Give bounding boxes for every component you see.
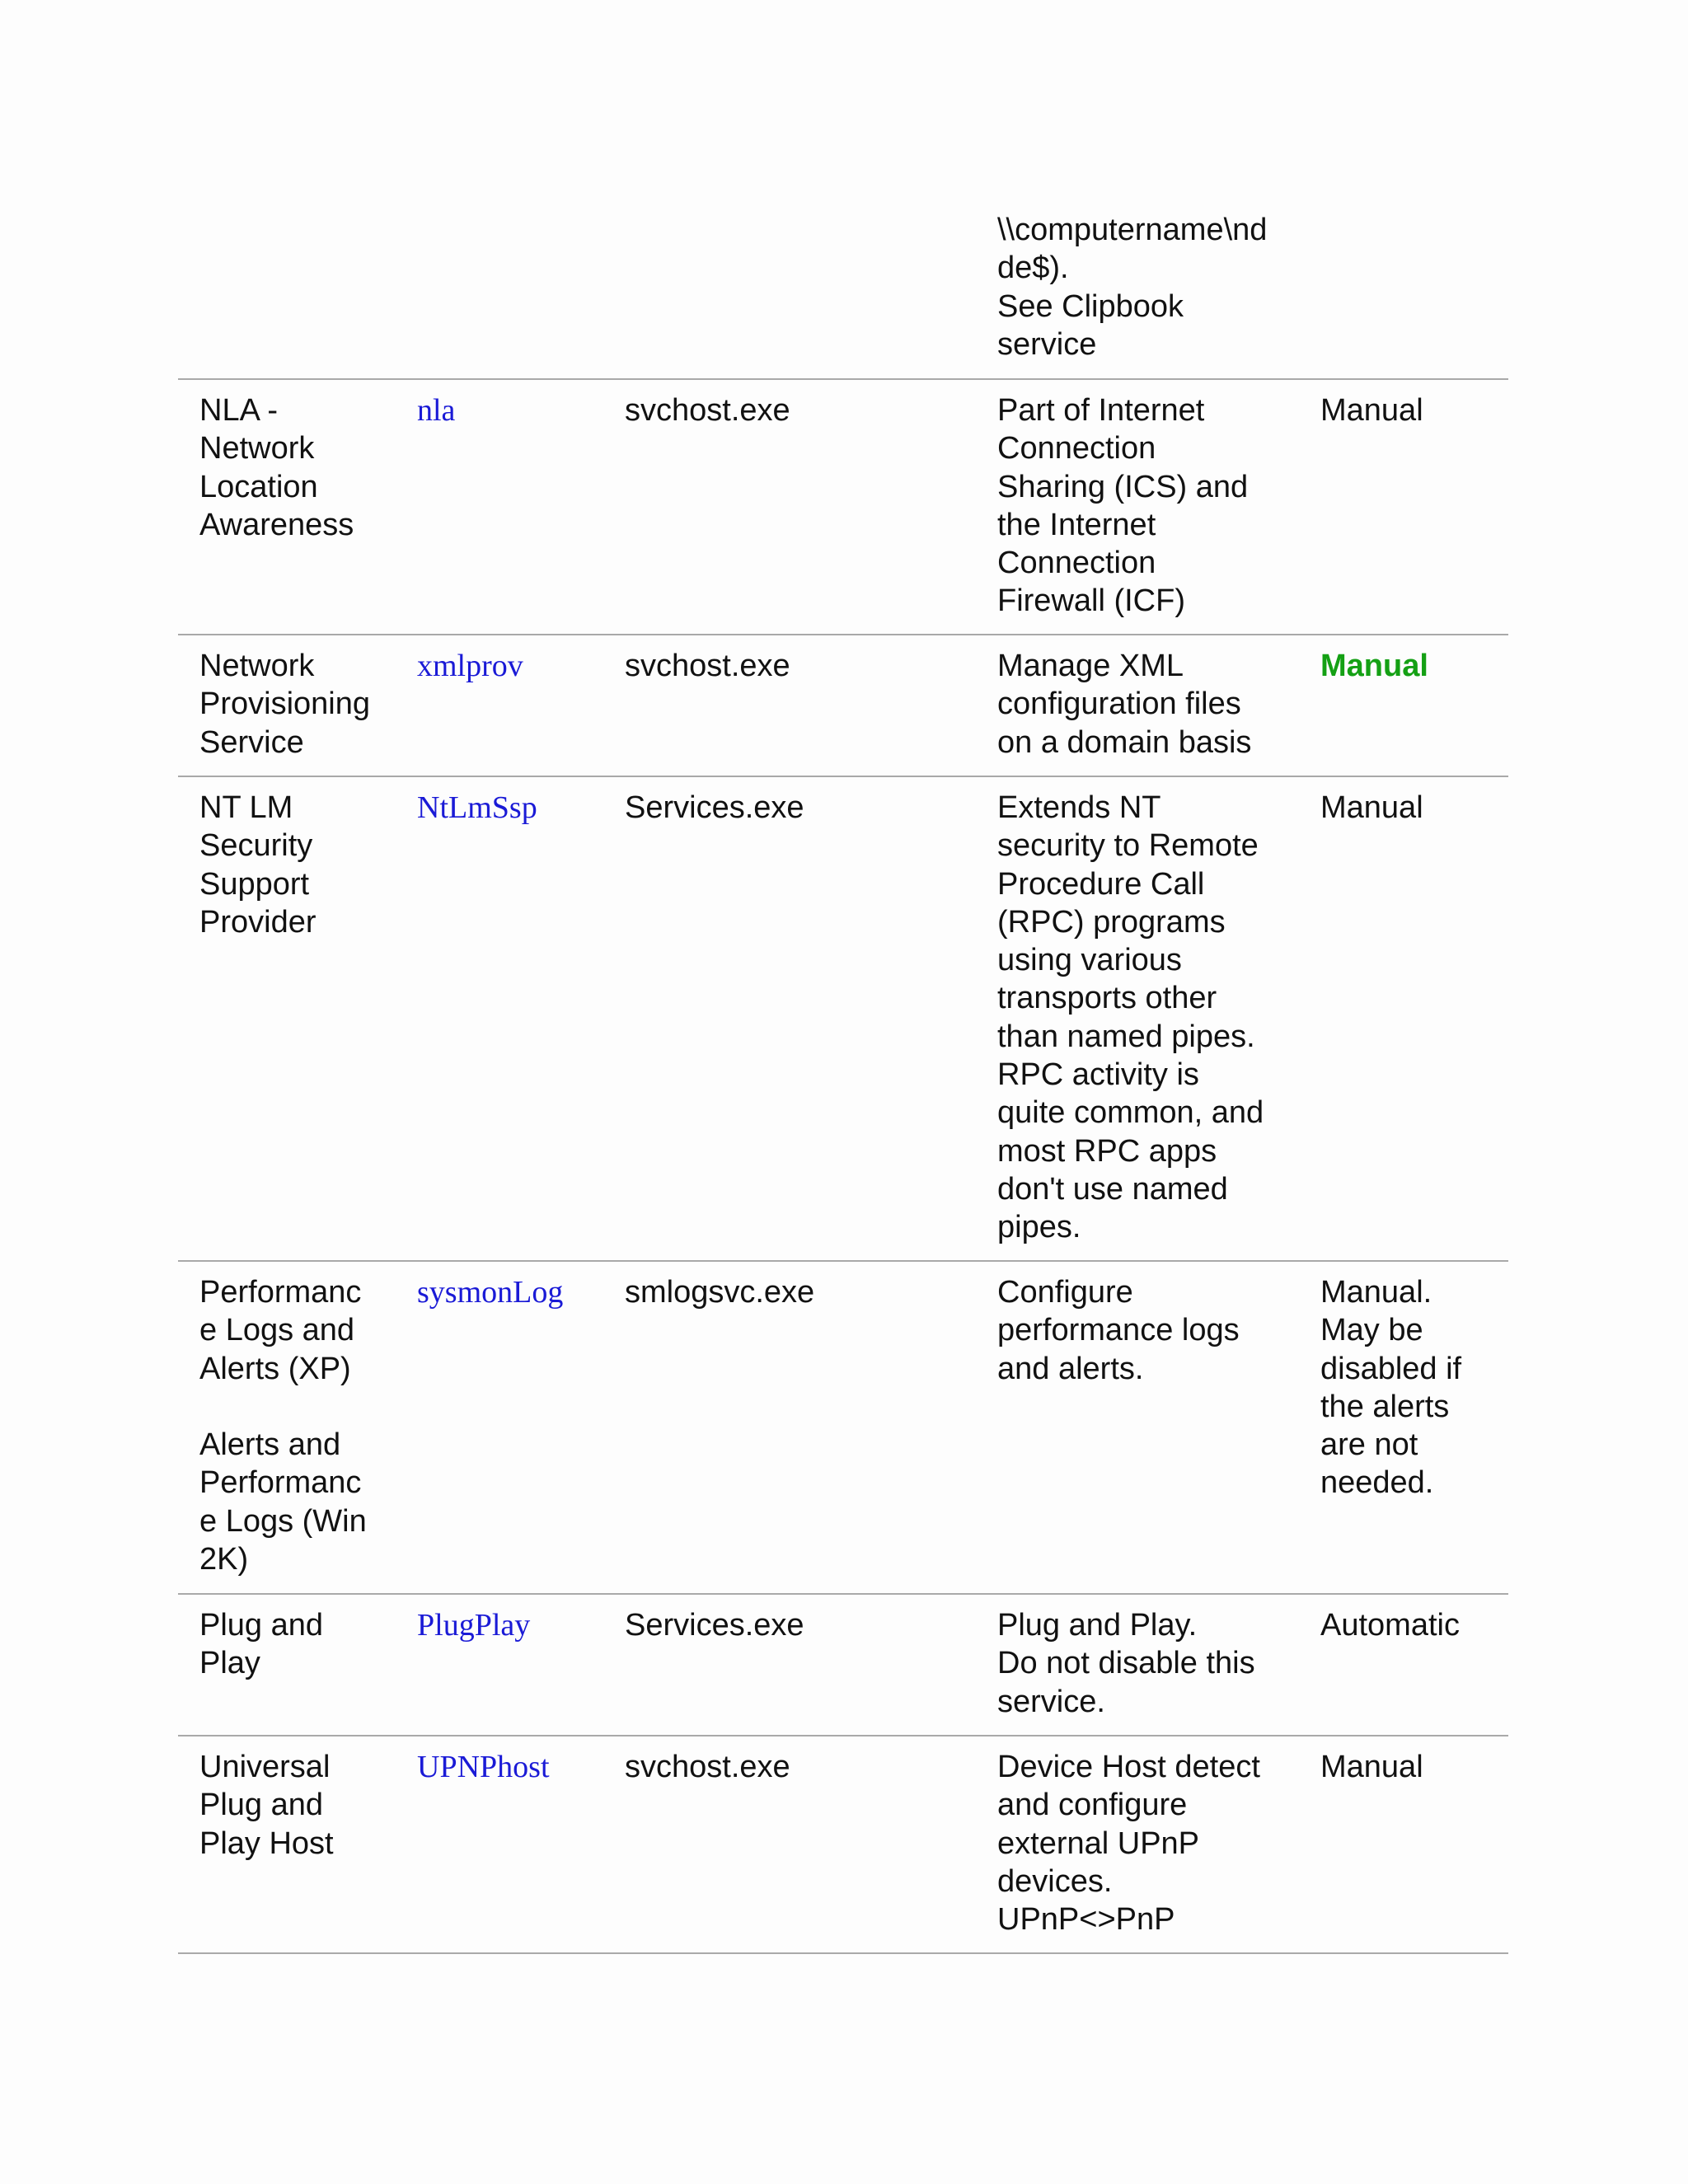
description-line: service. (997, 1684, 1105, 1719)
description-cell (997, 211, 1267, 363)
display-name-cell (199, 1748, 397, 1863)
display-name-line: Plug and (199, 1608, 324, 1643)
description-cell (997, 1748, 1302, 1938)
display-name-line: Security (199, 828, 313, 864)
description-line: the Internet (997, 507, 1156, 542)
startup-type-cell (1320, 1606, 1502, 1644)
service-name-cell (417, 647, 598, 685)
description-line: Part of Internet (997, 393, 1205, 428)
display-name-line: Service (199, 724, 304, 760)
description-line: configuration files (997, 687, 1241, 722)
startup-type-cell (1320, 391, 1502, 429)
display-name-line: Performanc (199, 1465, 362, 1501)
display-name-line: Location (199, 469, 318, 504)
display-name-line: Performanc (199, 1275, 362, 1310)
service-name-cell (417, 1748, 598, 1786)
table-row-continuation (178, 211, 1508, 380)
startup-type-line: May be (1320, 1313, 1423, 1348)
display-name-line: 2K) (199, 1542, 249, 1577)
description-line: Extends NT (997, 790, 1161, 825)
description-cell (997, 391, 1302, 621)
startup-type-cell (1320, 1748, 1502, 1786)
display-name-line: e Logs (Win (199, 1503, 367, 1539)
display-name-cell (199, 391, 397, 544)
service-name-link[interactable]: sysmonLog (417, 1275, 564, 1310)
display-name-line: Plug and (199, 1788, 324, 1823)
display-name-line: Universal (199, 1750, 331, 1784)
description-line: security to Remote (997, 828, 1259, 864)
service-name-link[interactable]: UPNPhost (417, 1750, 550, 1784)
description-cell (997, 1273, 1302, 1388)
description-line: using various (997, 943, 1182, 978)
table-row (178, 1736, 1508, 1954)
description-line: Connection (997, 431, 1156, 466)
executable-cell (625, 391, 971, 429)
executable-text: Services.exe (625, 790, 804, 825)
display-name-cell (199, 647, 397, 762)
description-line: performance logs (997, 1313, 1240, 1348)
executable-cell (625, 789, 971, 827)
startup-type-highlighted: Manual (1320, 649, 1428, 683)
description-cell (997, 647, 1302, 762)
description-line: than named pipes. (997, 1019, 1255, 1054)
display-name-line: Alerts (XP) (199, 1351, 351, 1386)
service-name-link[interactable]: NtLmSsp (417, 790, 537, 825)
description-line: RPC activity is (997, 1057, 1199, 1093)
description-line: Procedure Call (997, 866, 1205, 902)
description-line: and configure (997, 1788, 1188, 1823)
description-line: pipes. (997, 1210, 1081, 1245)
description-line: Device Host detect (997, 1750, 1260, 1784)
display-name-line: NLA - (199, 393, 279, 428)
description-line: Firewall (ICF) (997, 583, 1185, 619)
table-row (178, 777, 1508, 1262)
executable-text: smlogsvc.exe (625, 1275, 815, 1310)
service-name-link[interactable]: PlugPlay (417, 1608, 531, 1643)
startup-type-line: the alerts (1320, 1389, 1450, 1424)
display-name-line: Provider (199, 904, 316, 940)
description-line: service (997, 326, 1097, 362)
table-row (178, 1262, 1508, 1595)
display-name-line: Support (199, 866, 310, 902)
startup-type-line: Manual (1320, 393, 1423, 428)
executable-cell (625, 647, 971, 685)
description-line: external UPnP (997, 1825, 1200, 1861)
display-name-line: Provisioning (199, 687, 370, 722)
display-name-line: Network (199, 649, 315, 683)
description-cell (997, 1606, 1302, 1721)
startup-type-line: Manual. (1320, 1275, 1432, 1310)
description-line: on a domain basis (997, 724, 1252, 760)
display-name-cell (199, 1606, 397, 1683)
service-name-link[interactable]: xmlprov (417, 649, 523, 683)
display-name-line: e Logs and (199, 1313, 355, 1348)
startup-type-cell (1320, 647, 1502, 685)
executable-text: svchost.exe (625, 393, 790, 428)
display-name-line: Awareness (199, 507, 354, 542)
startup-type-line: disabled if (1320, 1351, 1462, 1386)
services-table (178, 211, 1508, 1954)
startup-type-cell (1320, 1273, 1502, 1502)
service-name-link[interactable]: nla (417, 393, 456, 428)
description-line: and alerts. (997, 1351, 1144, 1386)
line-break (199, 1388, 397, 1426)
executable-cell (625, 1606, 971, 1644)
executable-text: svchost.exe (625, 649, 790, 683)
description-line: UPnP<>PnP (997, 1902, 1175, 1938)
description-line: don't use named (997, 1171, 1228, 1207)
startup-type-line: are not (1320, 1427, 1418, 1463)
startup-type-line: Manual (1320, 1750, 1423, 1784)
description-line: de$). (997, 251, 1069, 286)
table-row (178, 380, 1508, 635)
display-name-cell (199, 789, 397, 941)
description-line: transports other (997, 981, 1217, 1016)
executable-cell (625, 1273, 971, 1311)
description-line: Do not disable this (997, 1646, 1255, 1681)
description-line: quite common, and (997, 1095, 1264, 1131)
description-line: (RPC) programs (997, 904, 1226, 940)
description-line: most RPC apps (997, 1133, 1217, 1169)
display-name-line: Play (199, 1646, 260, 1681)
service-name-cell (417, 1606, 598, 1644)
service-name-cell (417, 789, 598, 827)
startup-type-line: needed. (1320, 1465, 1434, 1501)
display-name-line: Alerts and (199, 1427, 341, 1463)
table-row (178, 1595, 1508, 1736)
description-line: Connection (997, 546, 1156, 581)
executable-text: svchost.exe (625, 1750, 790, 1784)
description-line: Plug and Play. (997, 1608, 1198, 1643)
description-line: Sharing (ICS) and (997, 469, 1249, 504)
description-line: See Clipbook (997, 288, 1184, 324)
startup-type-line: Automatic (1320, 1608, 1460, 1643)
display-name-line: Network (199, 431, 315, 466)
display-name-line: NT LM (199, 790, 293, 825)
description-line: \\computername\nd (997, 213, 1268, 247)
description-line: Configure (997, 1275, 1133, 1310)
description-cell (997, 789, 1302, 1247)
service-name-cell (417, 1273, 598, 1311)
description-line: devices. (997, 1863, 1113, 1899)
startup-type-cell (1320, 789, 1502, 827)
display-name-cell (199, 1273, 397, 1578)
table-row (178, 635, 1508, 777)
executable-cell (625, 1748, 971, 1786)
executable-text: Services.exe (625, 1608, 804, 1643)
startup-type-line: Manual (1320, 790, 1423, 825)
service-name-cell (417, 391, 598, 429)
description-line: Manage XML (997, 649, 1184, 683)
display-name-line: Play Host (199, 1825, 334, 1861)
